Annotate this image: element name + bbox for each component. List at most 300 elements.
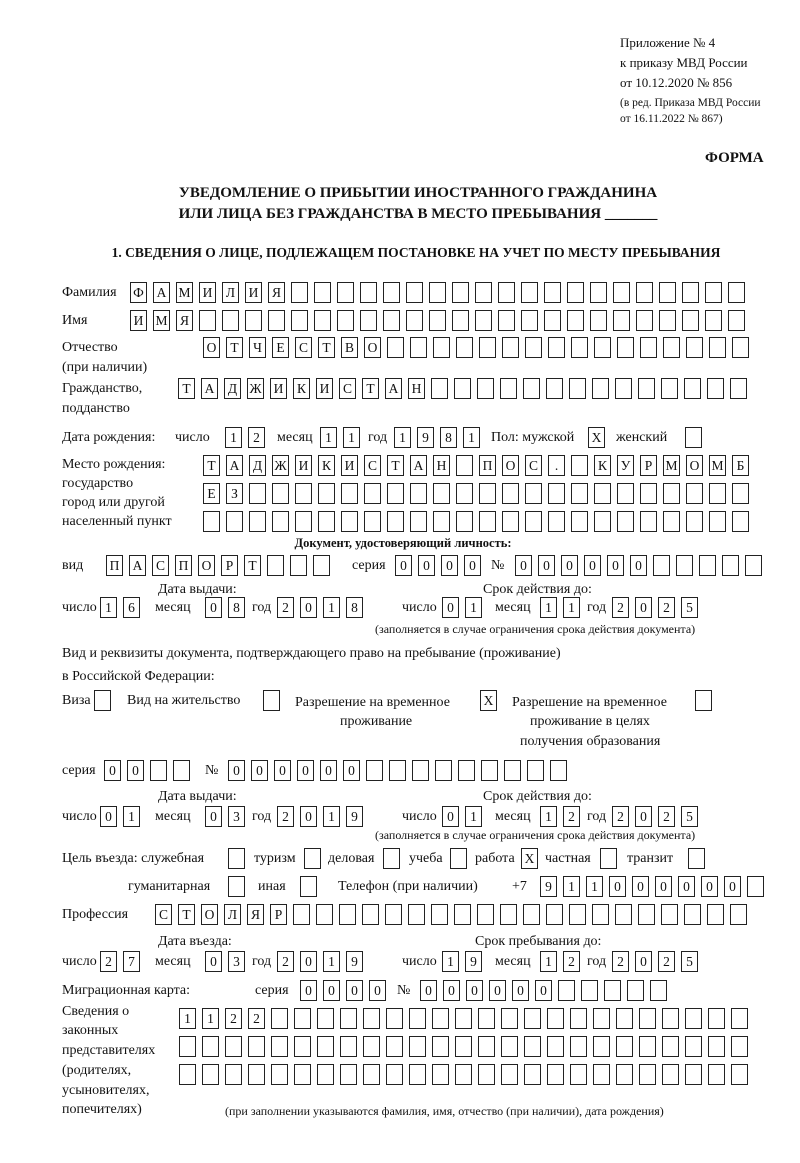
char-cell[interactable] [383, 282, 400, 303]
char-cell[interactable]: 0 [205, 951, 222, 972]
char-cell[interactable] [659, 310, 676, 331]
char-cell[interactable] [385, 904, 402, 925]
char-cell[interactable]: С [339, 378, 356, 399]
char-cell[interactable] [550, 760, 567, 781]
char-cell[interactable] [525, 511, 542, 532]
char-cell[interactable]: 0 [300, 951, 317, 972]
char-cell[interactable]: 5 [681, 951, 698, 972]
char-cell[interactable] [386, 1036, 403, 1057]
char-cell[interactable]: 6 [123, 597, 140, 618]
char-cell[interactable] [291, 310, 308, 331]
checkbox-cell[interactable] [304, 848, 321, 869]
char-cell[interactable] [203, 511, 220, 532]
char-cell[interactable] [728, 310, 745, 331]
char-cell[interactable] [709, 337, 726, 358]
char-cell[interactable]: О [686, 455, 703, 476]
char-cell[interactable] [313, 555, 330, 576]
char-cell[interactable] [523, 378, 540, 399]
char-cell[interactable] [291, 282, 308, 303]
char-cell[interactable] [709, 483, 726, 504]
char-cell[interactable] [433, 483, 450, 504]
char-cell[interactable]: 0 [538, 555, 555, 576]
char-cell[interactable] [314, 282, 331, 303]
char-cell[interactable] [478, 1036, 495, 1057]
char-cell[interactable]: 0 [442, 806, 459, 827]
char-cell[interactable] [730, 378, 747, 399]
char-cell[interactable]: Б [732, 455, 749, 476]
char-cell[interactable]: 0 [635, 806, 652, 827]
char-cell[interactable] [456, 511, 473, 532]
char-cell[interactable] [613, 310, 630, 331]
char-cell[interactable] [663, 337, 680, 358]
char-cell[interactable]: О [201, 904, 218, 925]
char-cell[interactable]: Т [203, 455, 220, 476]
char-cell[interactable] [294, 1064, 311, 1085]
char-cell[interactable] [295, 483, 312, 504]
char-cell[interactable] [613, 282, 630, 303]
char-cell[interactable] [341, 483, 358, 504]
char-cell[interactable]: 1 [586, 876, 603, 897]
char-cell[interactable] [604, 980, 621, 1001]
char-cell[interactable] [366, 760, 383, 781]
char-cell[interactable]: 0 [632, 876, 649, 897]
char-cell[interactable] [383, 310, 400, 331]
char-cell[interactable] [524, 1064, 541, 1085]
char-cell[interactable] [558, 980, 575, 1001]
char-cell[interactable] [592, 378, 609, 399]
char-cell[interactable]: Т [226, 337, 243, 358]
char-cell[interactable] [431, 904, 448, 925]
char-cell[interactable]: С [155, 904, 172, 925]
char-cell[interactable] [406, 282, 423, 303]
char-cell[interactable]: О [203, 337, 220, 358]
char-cell[interactable]: О [502, 455, 519, 476]
char-cell[interactable] [222, 310, 239, 331]
char-cell[interactable]: У [617, 455, 634, 476]
char-cell[interactable] [548, 483, 565, 504]
char-cell[interactable] [294, 1036, 311, 1057]
char-cell[interactable]: К [293, 378, 310, 399]
char-cell[interactable]: И [270, 378, 287, 399]
char-cell[interactable] [456, 455, 473, 476]
char-cell[interactable]: 3 [228, 951, 245, 972]
char-cell[interactable]: Р [640, 455, 657, 476]
char-cell[interactable]: Н [408, 378, 425, 399]
char-cell[interactable]: 0 [701, 876, 718, 897]
char-cell[interactable]: 1 [320, 427, 337, 448]
char-cell[interactable] [617, 337, 634, 358]
char-cell[interactable] [728, 282, 745, 303]
char-cell[interactable]: М [709, 455, 726, 476]
char-cell[interactable] [593, 1008, 610, 1029]
char-cell[interactable] [339, 904, 356, 925]
checkbox-cell[interactable] [383, 848, 400, 869]
char-cell[interactable]: 2 [658, 806, 675, 827]
char-cell[interactable] [547, 1008, 564, 1029]
char-cell[interactable]: 7 [123, 951, 140, 972]
char-cell[interactable] [455, 1008, 472, 1029]
checkbox-cell[interactable] [685, 427, 702, 448]
char-cell[interactable]: 1 [442, 951, 459, 972]
checkbox-cell[interactable]: X [480, 690, 497, 711]
char-cell[interactable] [362, 904, 379, 925]
char-cell[interactable]: А [385, 378, 402, 399]
char-cell[interactable]: 1 [323, 806, 340, 827]
char-cell[interactable]: Д [249, 455, 266, 476]
char-cell[interactable] [636, 310, 653, 331]
char-cell[interactable]: 0 [489, 980, 506, 1001]
char-cell[interactable]: 2 [658, 951, 675, 972]
char-cell[interactable] [179, 1036, 196, 1057]
char-cell[interactable]: Н [433, 455, 450, 476]
char-cell[interactable] [295, 511, 312, 532]
char-cell[interactable] [271, 1036, 288, 1057]
char-cell[interactable]: 0 [228, 760, 245, 781]
checkbox-cell[interactable] [695, 690, 712, 711]
char-cell[interactable]: Ж [247, 378, 264, 399]
char-cell[interactable] [617, 511, 634, 532]
char-cell[interactable] [431, 378, 448, 399]
char-cell[interactable] [615, 378, 632, 399]
char-cell[interactable]: 0 [535, 980, 552, 1001]
char-cell[interactable] [685, 1064, 702, 1085]
char-cell[interactable]: 1 [540, 597, 557, 618]
char-cell[interactable] [570, 1064, 587, 1085]
char-cell[interactable] [544, 310, 561, 331]
char-cell[interactable]: З [226, 483, 243, 504]
char-cell[interactable]: 1 [465, 806, 482, 827]
char-cell[interactable] [523, 904, 540, 925]
char-cell[interactable] [271, 1064, 288, 1085]
char-cell[interactable]: 1 [465, 597, 482, 618]
char-cell[interactable]: 0 [205, 597, 222, 618]
char-cell[interactable]: Я [268, 282, 285, 303]
char-cell[interactable]: 0 [678, 876, 695, 897]
char-cell[interactable] [524, 1036, 541, 1057]
char-cell[interactable]: Ж [272, 455, 289, 476]
char-cell[interactable]: 0 [515, 555, 532, 576]
char-cell[interactable] [432, 1008, 449, 1029]
char-cell[interactable] [456, 337, 473, 358]
char-cell[interactable] [547, 1064, 564, 1085]
char-cell[interactable]: 2 [563, 951, 580, 972]
char-cell[interactable] [732, 511, 749, 532]
checkbox-cell[interactable] [228, 876, 245, 897]
char-cell[interactable]: А [410, 455, 427, 476]
char-cell[interactable] [202, 1036, 219, 1057]
char-cell[interactable] [317, 1008, 334, 1029]
char-cell[interactable]: 2 [277, 951, 294, 972]
char-cell[interactable]: И [295, 455, 312, 476]
char-cell[interactable]: 0 [464, 555, 481, 576]
char-cell[interactable] [684, 904, 701, 925]
char-cell[interactable] [676, 555, 693, 576]
char-cell[interactable] [638, 904, 655, 925]
char-cell[interactable]: 0 [441, 555, 458, 576]
char-cell[interactable] [272, 511, 289, 532]
char-cell[interactable]: 1 [100, 597, 117, 618]
char-cell[interactable] [290, 555, 307, 576]
char-cell[interactable]: С [364, 455, 381, 476]
char-cell[interactable]: 9 [417, 427, 434, 448]
char-cell[interactable] [293, 904, 310, 925]
char-cell[interactable] [432, 1036, 449, 1057]
char-cell[interactable] [360, 282, 377, 303]
char-cell[interactable] [408, 904, 425, 925]
char-cell[interactable] [659, 282, 676, 303]
char-cell[interactable]: Ч [249, 337, 266, 358]
char-cell[interactable] [364, 511, 381, 532]
char-cell[interactable] [479, 337, 496, 358]
char-cell[interactable] [593, 1036, 610, 1057]
char-cell[interactable] [363, 1064, 380, 1085]
char-cell[interactable] [501, 1036, 518, 1057]
char-cell[interactable]: К [318, 455, 335, 476]
char-cell[interactable] [708, 1008, 725, 1029]
char-cell[interactable] [314, 310, 331, 331]
char-cell[interactable]: О [198, 555, 215, 576]
char-cell[interactable] [475, 282, 492, 303]
checkbox-cell[interactable] [450, 848, 467, 869]
char-cell[interactable] [318, 511, 335, 532]
char-cell[interactable] [225, 1036, 242, 1057]
char-cell[interactable]: 0 [724, 876, 741, 897]
char-cell[interactable]: Т [318, 337, 335, 358]
char-cell[interactable] [638, 378, 655, 399]
char-cell[interactable] [409, 1008, 426, 1029]
char-cell[interactable]: Р [221, 555, 238, 576]
char-cell[interactable] [682, 282, 699, 303]
char-cell[interactable] [410, 511, 427, 532]
char-cell[interactable] [707, 904, 724, 925]
char-cell[interactable] [571, 337, 588, 358]
char-cell[interactable] [581, 980, 598, 1001]
char-cell[interactable] [617, 483, 634, 504]
char-cell[interactable]: 5 [681, 806, 698, 827]
char-cell[interactable]: 0 [655, 876, 672, 897]
char-cell[interactable] [454, 904, 471, 925]
char-cell[interactable]: А [226, 455, 243, 476]
char-cell[interactable]: 0 [561, 555, 578, 576]
char-cell[interactable]: 2 [563, 806, 580, 827]
checkbox-cell[interactable] [94, 690, 111, 711]
char-cell[interactable]: 0 [635, 597, 652, 618]
char-cell[interactable]: И [245, 282, 262, 303]
char-cell[interactable]: 0 [346, 980, 363, 1001]
char-cell[interactable]: 0 [418, 555, 435, 576]
char-cell[interactable] [406, 310, 423, 331]
char-cell[interactable]: 1 [540, 806, 557, 827]
char-cell[interactable] [521, 310, 538, 331]
char-cell[interactable]: 0 [205, 806, 222, 827]
char-cell[interactable] [386, 1008, 403, 1029]
char-cell[interactable] [429, 282, 446, 303]
char-cell[interactable] [267, 555, 284, 576]
char-cell[interactable]: 2 [658, 597, 675, 618]
char-cell[interactable]: 2 [277, 597, 294, 618]
char-cell[interactable]: Я [176, 310, 193, 331]
char-cell[interactable] [341, 511, 358, 532]
char-cell[interactable] [458, 760, 475, 781]
char-cell[interactable]: 1 [225, 427, 242, 448]
char-cell[interactable] [248, 1036, 265, 1057]
checkbox-cell[interactable] [300, 876, 317, 897]
char-cell[interactable] [661, 378, 678, 399]
char-cell[interactable] [432, 1064, 449, 1085]
char-cell[interactable] [732, 483, 749, 504]
char-cell[interactable] [504, 760, 521, 781]
char-cell[interactable]: 0 [320, 760, 337, 781]
char-cell[interactable]: 2 [612, 951, 629, 972]
char-cell[interactable]: 2 [248, 427, 265, 448]
char-cell[interactable] [747, 876, 764, 897]
char-cell[interactable]: 0 [323, 980, 340, 1001]
char-cell[interactable]: М [176, 282, 193, 303]
char-cell[interactable] [731, 1064, 748, 1085]
char-cell[interactable] [640, 483, 657, 504]
char-cell[interactable] [202, 1064, 219, 1085]
char-cell[interactable]: 0 [127, 760, 144, 781]
char-cell[interactable]: 0 [300, 980, 317, 1001]
char-cell[interactable]: 1 [202, 1008, 219, 1029]
char-cell[interactable]: 0 [251, 760, 268, 781]
char-cell[interactable]: Р [270, 904, 287, 925]
char-cell[interactable] [525, 337, 542, 358]
char-cell[interactable] [708, 1064, 725, 1085]
char-cell[interactable] [317, 1036, 334, 1057]
char-cell[interactable]: И [199, 282, 216, 303]
char-cell[interactable]: 2 [277, 806, 294, 827]
char-cell[interactable] [524, 1008, 541, 1029]
char-cell[interactable]: Л [222, 282, 239, 303]
char-cell[interactable] [527, 760, 544, 781]
char-cell[interactable] [410, 483, 427, 504]
char-cell[interactable]: 1 [323, 951, 340, 972]
char-cell[interactable] [435, 760, 452, 781]
char-cell[interactable] [686, 511, 703, 532]
char-cell[interactable]: 0 [274, 760, 291, 781]
char-cell[interactable] [387, 337, 404, 358]
char-cell[interactable] [272, 483, 289, 504]
char-cell[interactable]: 0 [104, 760, 121, 781]
char-cell[interactable] [479, 483, 496, 504]
char-cell[interactable] [409, 1036, 426, 1057]
char-cell[interactable]: 0 [369, 980, 386, 1001]
char-cell[interactable]: 2 [225, 1008, 242, 1029]
char-cell[interactable] [636, 282, 653, 303]
checkbox-cell[interactable] [263, 690, 280, 711]
char-cell[interactable]: Ф [130, 282, 147, 303]
char-cell[interactable] [429, 310, 446, 331]
char-cell[interactable] [316, 904, 333, 925]
char-cell[interactable] [225, 1064, 242, 1085]
char-cell[interactable]: 0 [607, 555, 624, 576]
char-cell[interactable] [475, 310, 492, 331]
char-cell[interactable]: М [663, 455, 680, 476]
char-cell[interactable]: Д [224, 378, 241, 399]
char-cell[interactable] [249, 483, 266, 504]
char-cell[interactable]: 1 [123, 806, 140, 827]
char-cell[interactable] [662, 1036, 679, 1057]
char-cell[interactable] [546, 904, 563, 925]
char-cell[interactable]: 1 [563, 876, 580, 897]
char-cell[interactable] [567, 282, 584, 303]
char-cell[interactable] [248, 1064, 265, 1085]
char-cell[interactable]: Т [178, 378, 195, 399]
char-cell[interactable] [616, 1008, 633, 1029]
char-cell[interactable]: 0 [300, 806, 317, 827]
char-cell[interactable]: С [295, 337, 312, 358]
char-cell[interactable]: 2 [100, 951, 117, 972]
char-cell[interactable] [732, 337, 749, 358]
char-cell[interactable] [410, 337, 427, 358]
char-cell[interactable]: Я [247, 904, 264, 925]
char-cell[interactable] [640, 511, 657, 532]
char-cell[interactable] [570, 1036, 587, 1057]
char-cell[interactable]: 0 [395, 555, 412, 576]
char-cell[interactable] [455, 1064, 472, 1085]
char-cell[interactable] [226, 511, 243, 532]
char-cell[interactable]: 0 [297, 760, 314, 781]
char-cell[interactable]: 1 [540, 951, 557, 972]
char-cell[interactable] [722, 555, 739, 576]
char-cell[interactable] [337, 310, 354, 331]
char-cell[interactable]: Т [387, 455, 404, 476]
char-cell[interactable] [294, 1008, 311, 1029]
char-cell[interactable] [547, 1036, 564, 1057]
char-cell[interactable]: 1 [179, 1008, 196, 1029]
char-cell[interactable] [340, 1064, 357, 1085]
char-cell[interactable] [452, 310, 469, 331]
char-cell[interactable]: К [594, 455, 611, 476]
char-cell[interactable] [502, 511, 519, 532]
char-cell[interactable] [500, 378, 517, 399]
char-cell[interactable] [337, 282, 354, 303]
char-cell[interactable]: И [316, 378, 333, 399]
char-cell[interactable] [569, 904, 586, 925]
char-cell[interactable] [639, 1064, 656, 1085]
char-cell[interactable] [745, 555, 762, 576]
char-cell[interactable] [173, 760, 190, 781]
char-cell[interactable] [639, 1008, 656, 1029]
char-cell[interactable] [502, 483, 519, 504]
char-cell[interactable] [245, 310, 262, 331]
char-cell[interactable] [686, 337, 703, 358]
char-cell[interactable] [501, 1008, 518, 1029]
char-cell[interactable] [569, 378, 586, 399]
char-cell[interactable]: П [479, 455, 496, 476]
char-cell[interactable] [150, 760, 167, 781]
char-cell[interactable]: 1 [463, 427, 480, 448]
char-cell[interactable] [409, 1064, 426, 1085]
char-cell[interactable] [590, 282, 607, 303]
char-cell[interactable]: 8 [346, 597, 363, 618]
char-cell[interactable] [479, 511, 496, 532]
char-cell[interactable] [546, 378, 563, 399]
char-cell[interactable] [456, 483, 473, 504]
char-cell[interactable] [249, 511, 266, 532]
char-cell[interactable] [477, 904, 494, 925]
char-cell[interactable] [627, 980, 644, 1001]
char-cell[interactable] [521, 282, 538, 303]
char-cell[interactable]: С [525, 455, 542, 476]
char-cell[interactable] [567, 310, 584, 331]
char-cell[interactable]: О [364, 337, 381, 358]
char-cell[interactable] [433, 511, 450, 532]
char-cell[interactable] [594, 483, 611, 504]
char-cell[interactable] [478, 1064, 495, 1085]
char-cell[interactable] [502, 337, 519, 358]
